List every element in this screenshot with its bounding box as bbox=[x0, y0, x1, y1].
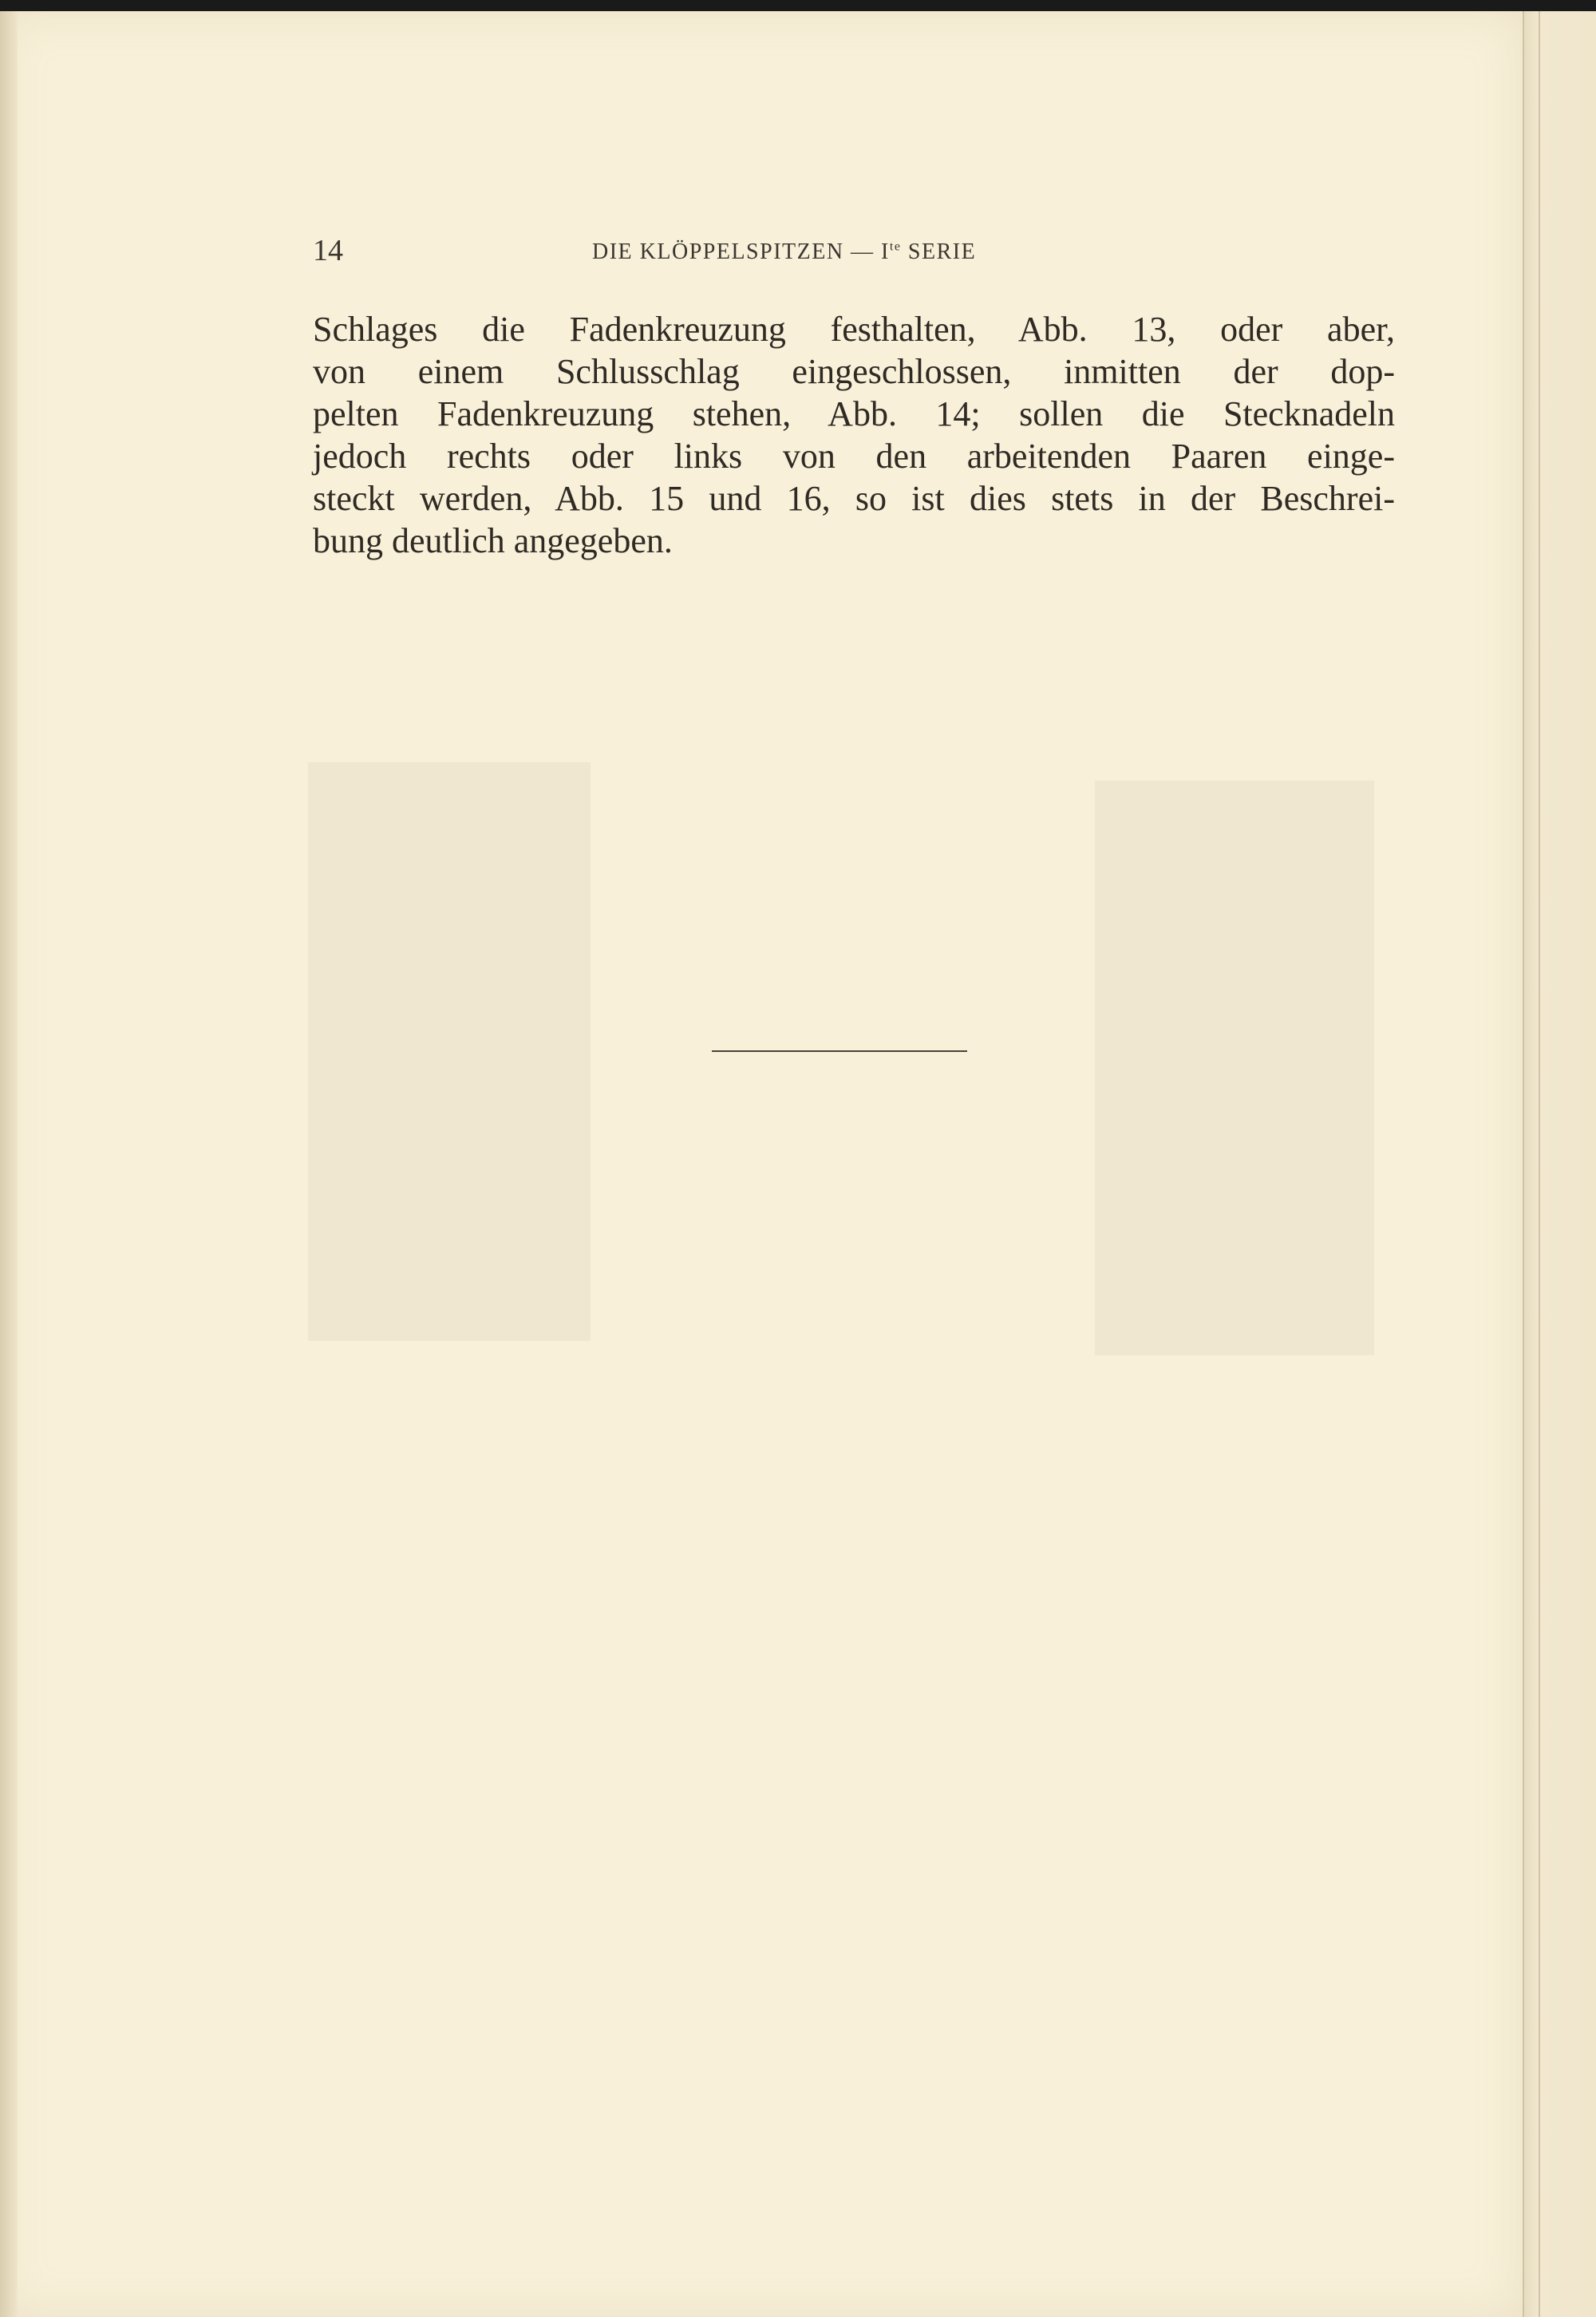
text-line: pelten Fadenkreuzung stehen, Abb. 14; sollen die Stecknadeln bbox=[313, 394, 1395, 433]
running-title-superscript: te bbox=[889, 239, 902, 254]
running-title bbox=[592, 239, 976, 265]
running-title-suffix: SERIE bbox=[901, 239, 977, 264]
text-line: steckt werden, Abb. 15 und 16, so ist dies stets in der Beschrei- bbox=[313, 479, 1395, 518]
section-divider-rule bbox=[712, 1050, 967, 1052]
running-title-main: DIE KLÖPPELSPITZEN — I bbox=[592, 239, 890, 264]
page-fold bbox=[1539, 11, 1540, 2317]
text-line: Schlages die Fadenkreuzung festhalten, Abb. 13, oder aber, bbox=[313, 310, 1395, 349]
text-line: jedoch rechts oder links von den arbeitenden Paaren einge- bbox=[313, 437, 1395, 476]
body-paragraph bbox=[313, 308, 1395, 562]
page-left-edge bbox=[0, 11, 18, 2317]
text-line: von einem Schlusschlag eingeschlossen, inmitten der dop- bbox=[313, 352, 1395, 391]
bleed-through-image-right bbox=[1095, 781, 1374, 1355]
facing-page-edge bbox=[1523, 11, 1596, 2317]
page-header bbox=[313, 233, 1398, 273]
bleed-through-image-left bbox=[308, 762, 591, 1341]
text-line: bung deutlich angegeben. bbox=[313, 521, 673, 560]
page-number: 14 bbox=[313, 234, 343, 267]
